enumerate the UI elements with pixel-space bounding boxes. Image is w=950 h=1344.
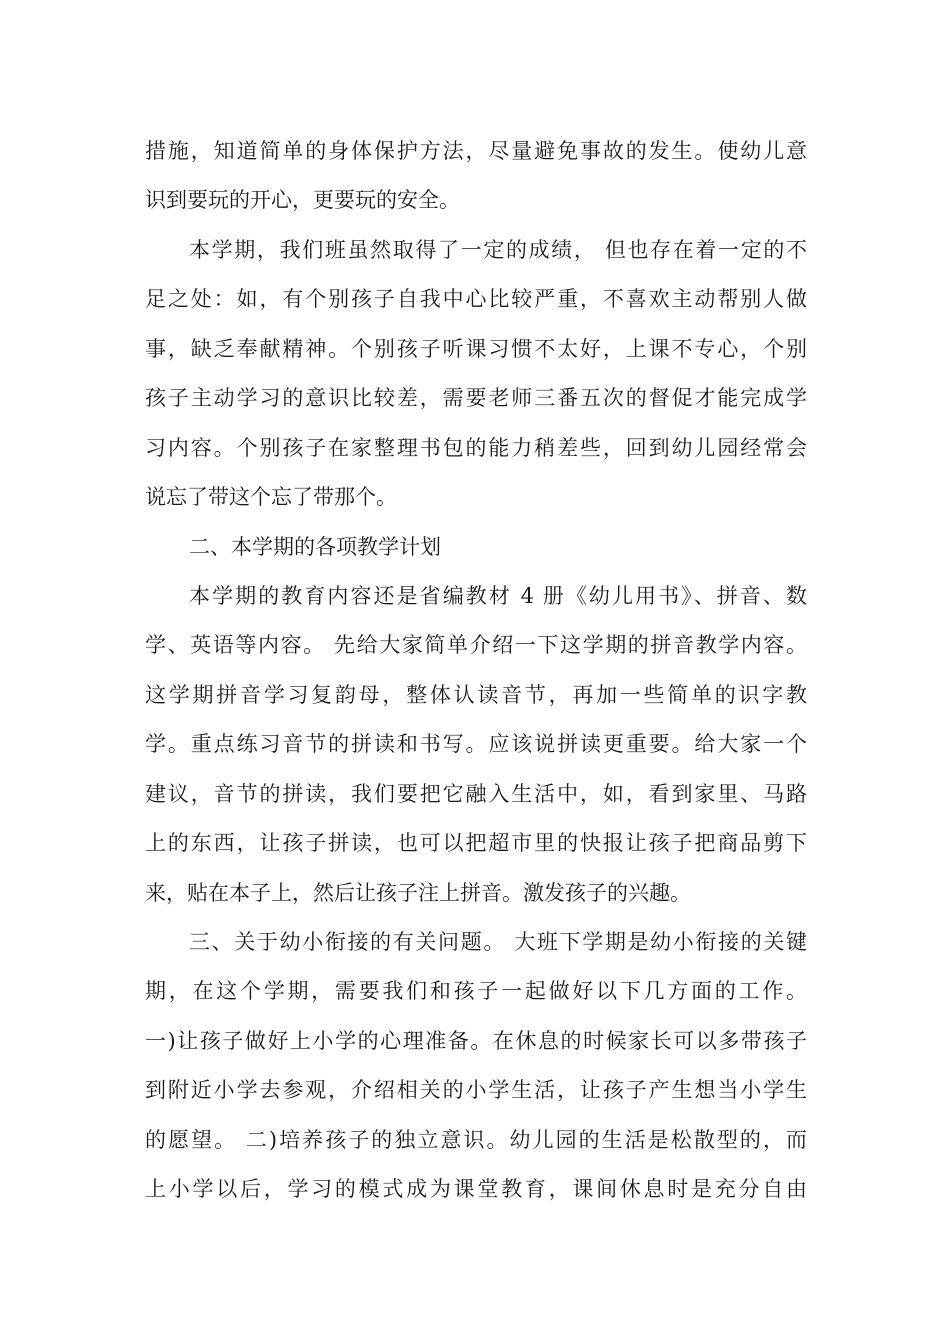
text-line: 学、英语等内容。 先给大家简单介绍一下这学期的拼音教学内容。 — [145, 633, 807, 658]
document-body — [145, 127, 807, 1215]
text-line: 这学期拼音学习复韵母，整体认读音节，再加一些简单的识字教 — [145, 682, 807, 707]
text-line: 到附近小学去参观，介绍相关的小学生活，让孩子产生想当小学生 — [145, 1078, 807, 1103]
text-line: 本学期，我们班虽然取得了一定的成绩， 但也存在着一定的不 — [189, 237, 807, 262]
text-line: 孩子主动学习的意识比较差，需要老师三番五次的督促才能完成学 — [145, 386, 807, 411]
text-line: 上的东西，让孩子拼读，也可以把超市里的快报让孩子把商品剪下 — [145, 831, 807, 856]
text-line: 本学期的教育内容还是省编教材 4 册《幼儿用书》、拼音、数 — [189, 583, 807, 608]
text-line: 上小学以后，学习的模式成为课堂教育，课间休息时是充分自由 — [145, 1177, 807, 1202]
text-line: 学。重点练习音节的拼读和书写。应该说拼读更重要。给大家一个 — [145, 732, 807, 757]
text-line: 来，贴在本子上，然后让孩子注上拼音。激发孩子的兴趣。 — [145, 880, 691, 905]
text-line: 说忘了带这个忘了带那个。 — [145, 485, 397, 510]
text-line: 足之处：如，有个别孩子自我中心比较严重，不喜欢主动帮别人做 — [145, 287, 807, 312]
text-line: 二、本学期的各项教学计划 — [189, 534, 441, 559]
text-line: 建议，音节的拼读，我们要把它融入生活中，如，看到家里、马路 — [145, 781, 807, 806]
text-line: 期，在这个学期，需要我们和孩子一起做好以下几方面的工作。 — [145, 979, 807, 1004]
text-line: 习内容。个别孩子在家整理书包的能力稍差些，回到幼儿园经常会 — [145, 435, 807, 460]
text-line: 事，缺乏奉献精神。个别孩子听课习惯不太好，上课不专心，个别 — [145, 336, 807, 361]
text-line: 措施，知道简单的身体保护方法，尽量避免事故的发生。使幼儿意 — [145, 139, 807, 163]
text-line: 一)让孩子做好上小学的心理准备。在休息的时候家长可以多带孩子 — [145, 1028, 807, 1053]
text-line: 的愿望。 二)培养孩子的独立意识。幼儿园的生活是松散型的，而 — [145, 1127, 807, 1152]
text-line: 三、关于幼小衔接的有关问题。 大班下学期是幼小衔接的关键 — [189, 930, 807, 954]
text-line: 识到要玩的开心，更要玩的安全。 — [145, 188, 460, 213]
